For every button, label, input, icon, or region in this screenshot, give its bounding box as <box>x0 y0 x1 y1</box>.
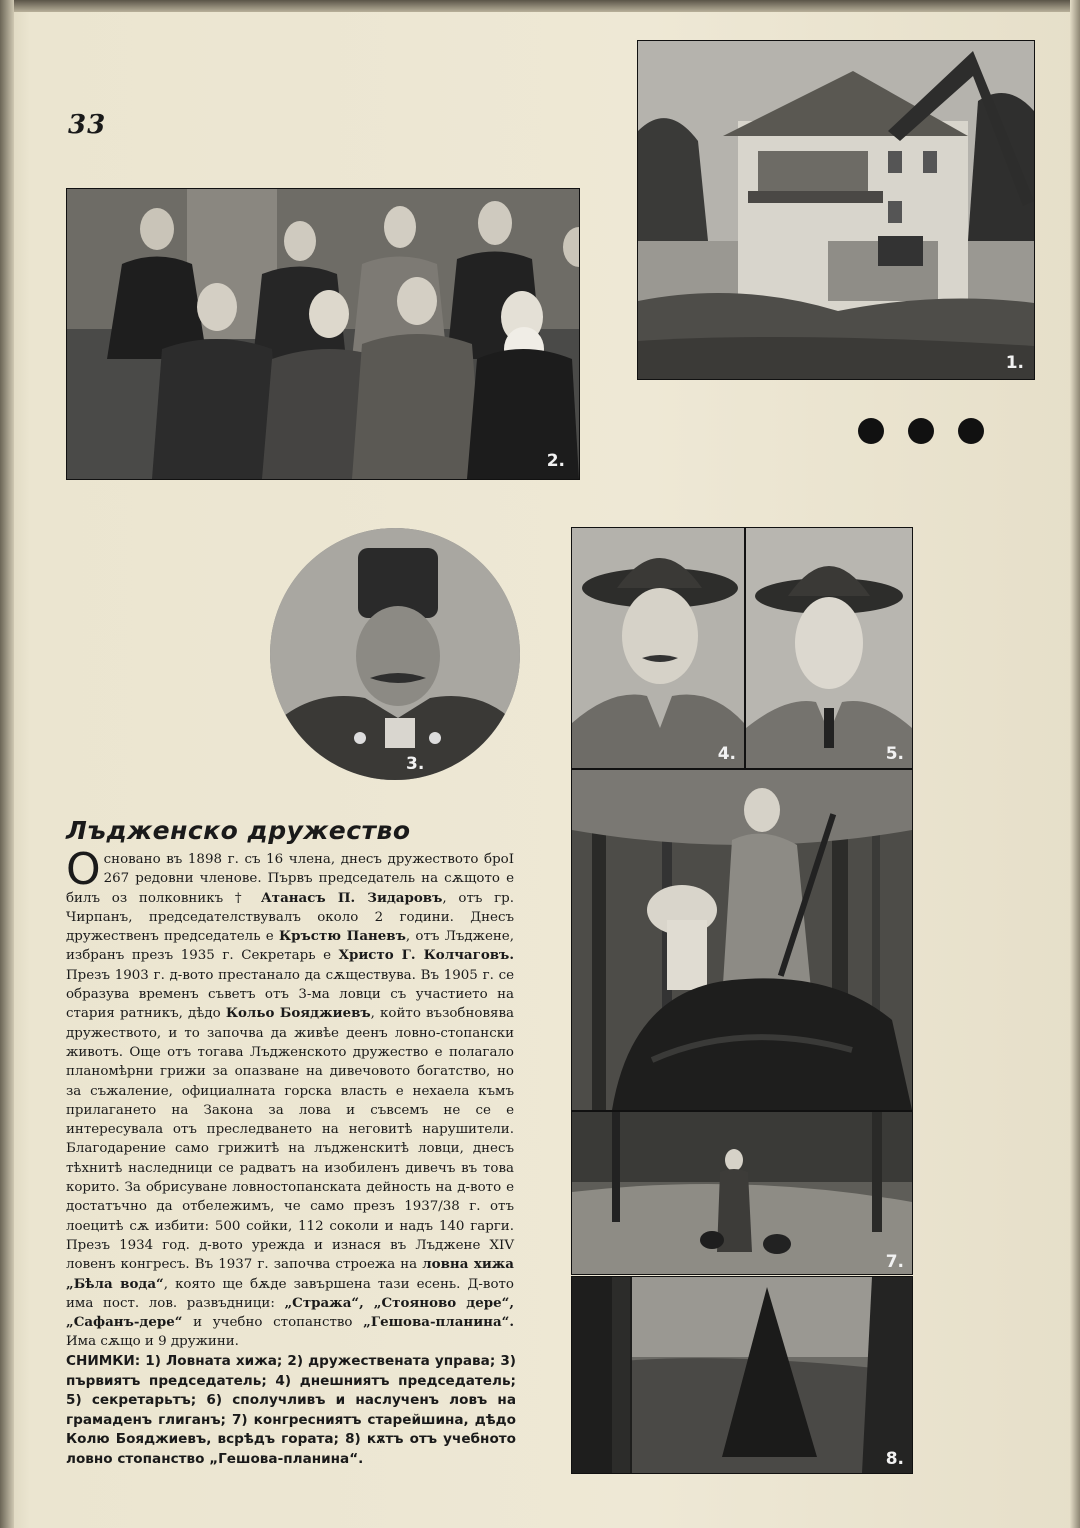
photo-label: 2. <box>546 451 565 471</box>
photo-label: 1. <box>1005 353 1024 373</box>
chairman-portrait-image <box>572 528 744 768</box>
article-text: сновано въ 1898 г. съ 16 члена, днесъ дружеството броI 267 редовни членове. Първъ председатель на сѫщото е билъ оз полковникъ † <box>66 852 514 906</box>
officer-portrait-image <box>270 528 520 780</box>
photo-society-board <box>66 188 580 480</box>
boar-hunt-image <box>572 770 912 1110</box>
dot-ornament <box>858 418 884 444</box>
article-bold: Атанасъ П. Зидаровъ <box>260 889 443 906</box>
group-portrait-image <box>67 189 579 479</box>
photo-label: 3. <box>406 754 425 774</box>
photo-hunting-lodge <box>637 40 1035 380</box>
drop-cap: О <box>66 844 101 895</box>
photo-boar-hunt <box>571 769 913 1111</box>
article-bold: Кольо Бояджиевъ <box>225 1005 371 1022</box>
forest-estate-image <box>572 1277 912 1473</box>
photo-label: 4. <box>717 744 736 764</box>
article-title: Лъдженско дружество <box>66 816 411 845</box>
article-bold: ловна хижа „Бѣла вода“ <box>66 1256 514 1292</box>
article-text: , отъ гр. Чирпанъ, председателствувалъ около 2 години. Днесъ дружественъ председатель е <box>66 890 514 945</box>
lodge-image <box>638 41 1034 379</box>
article-bold: „Гешова-планина“. <box>363 1314 514 1331</box>
photo-captions: СНИМКИ: 1) Ловната хижа; 2) дружествената управа; 3) първиятъ председатель; 4) днешниятъ председатель; 5) секретарьтъ; 6) сполучливъ и наслученъ ловъ на грамаденъ глиганъ; 7) конгресниятъ старейшина, дѣдо Колю Бояджиевъ, всрѣдъ гората; 8) кѫтъ отъ учебното ловно стопанство „Гешова-планина“. <box>66 1353 516 1467</box>
decorative-dots <box>858 418 988 446</box>
photo-elder-in-forest <box>571 1111 913 1275</box>
photo-label: 5. <box>885 744 904 764</box>
photo-label: 7. <box>885 1252 904 1272</box>
dot-ornament <box>958 418 984 444</box>
forest-elder-image <box>572 1112 912 1274</box>
photo-label: 8. <box>885 1449 904 1469</box>
page-number: 33 <box>68 110 107 140</box>
article-text: Презъ 1903 г. д-вото престанало да сѫществува. Въ 1905 г. се образува временъ съветъ отъ 3-ма ловци съ участието на стария ратникъ, дѣдо <box>66 967 514 1022</box>
article-text: , който възобновява дружеството, и то започва да живѣе деенъ ловно-стопански животъ. Още отъ тогава Лъдженското дружество е полагало планомѣрни грижи за опазване на дивечовото богатство, но за съжаление, официалната горска власть е нехаела къмъ прилагането на Закона за лова и съвсемъ не се е интересувала отъ преследването на неговитѣ нарушители. Благодарение само грижитѣ на лъдженскитѣ ловци, днесъ тѣхнитѣ наследници се радватъ на изобиленъ дивечъ въ това корито. За обрисуване ловностопанската дейность на д-вото е достатъчно да отбележимъ, че само презъ 1937/38 г. отъ лоецитѣ сѫ избити: 500 сойки, 112 соколи и надъ 140 гарги. Презъ 1934 год. д-вото урежда и изнася въ Лъджене XIV ловенъ конгресъ. Въ 1937 г. започва строежа на <box>66 1006 514 1273</box>
secretary-portrait-image <box>746 528 912 768</box>
binding-shadow <box>0 0 14 1528</box>
article-text: , която ще бѫде завършена тази есень. Д-вото има пост. лов. развъдници: <box>66 1276 514 1311</box>
article-body <box>66 844 514 1352</box>
article-bold: „Стража“, „Стояново дере“, „Сафанъ-дере“ <box>66 1294 514 1331</box>
article-text: Има сѫщо и 9 дружини. <box>66 1334 239 1350</box>
article-bold: Кръстю Паневъ <box>278 928 406 945</box>
page-top-edge <box>0 0 1080 12</box>
article-text: и учебно стопанство <box>182 1315 364 1331</box>
photo-secretary <box>745 527 913 769</box>
article-text: , отъ Лъджене, избранъ презъ 1935 г. Секретарь е <box>66 929 514 964</box>
photo-current-chairman <box>571 527 745 769</box>
article-bold: Христо Г. Колчаговъ. <box>338 947 514 964</box>
photo-first-chairman <box>270 528 520 780</box>
dot-ornament <box>908 418 934 444</box>
page-right-edge <box>1070 0 1080 1528</box>
photo-forest-estate <box>571 1276 913 1474</box>
